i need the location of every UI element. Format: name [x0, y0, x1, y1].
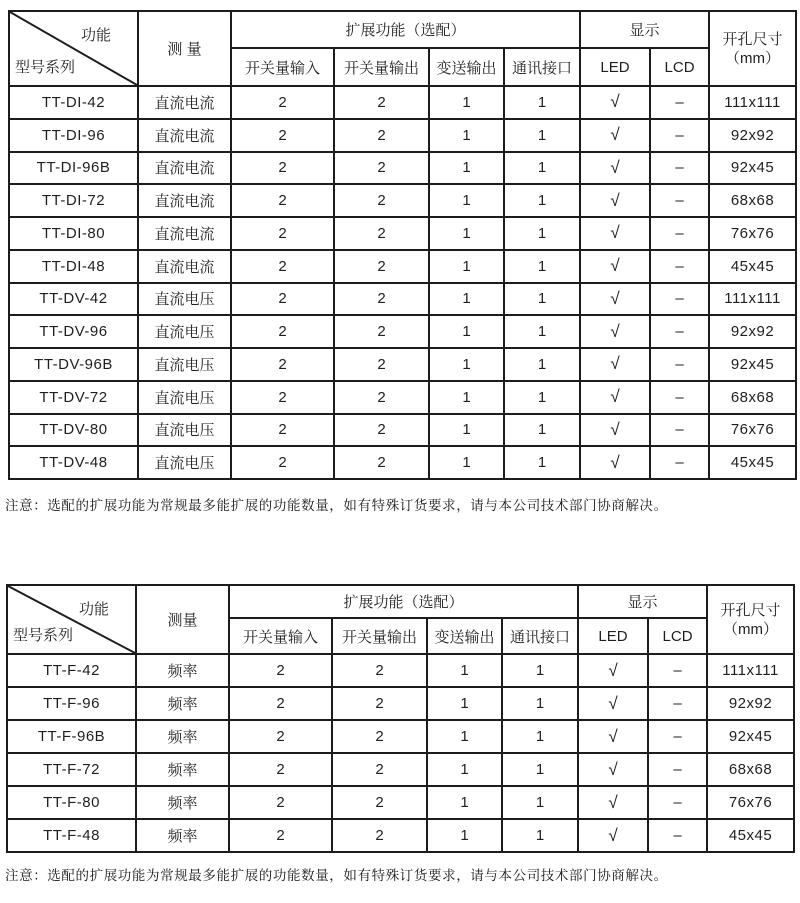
- cell-lcd: –: [650, 414, 709, 447]
- cell-size: 68x68: [709, 381, 796, 414]
- cell-measure: 频率: [136, 786, 229, 819]
- cell-comm: 1: [502, 819, 578, 852]
- cell-size: 92x92: [709, 119, 796, 152]
- cell-switch-in: 2: [231, 283, 334, 316]
- cell-lcd: –: [650, 86, 709, 119]
- cell-switch-out: 2: [334, 348, 429, 381]
- cell-lcd: –: [650, 250, 709, 283]
- cell-model: TT-DV-96: [9, 315, 138, 348]
- cell-size: 111x111: [709, 86, 796, 119]
- header-led: LED: [580, 48, 650, 86]
- header-cutout-size-line2: （mm）: [725, 49, 781, 67]
- table-row: [7, 654, 794, 687]
- cell-size: 68x68: [707, 753, 794, 786]
- header-switch-output: 开关量输出: [334, 48, 429, 86]
- cell-led: √: [580, 217, 650, 250]
- cell-comm: 1: [504, 152, 580, 185]
- cell-transmit-out: 1: [429, 250, 504, 283]
- cell-switch-in: 2: [231, 315, 334, 348]
- cell-lcd: –: [648, 786, 707, 819]
- cell-measure: 频率: [136, 687, 229, 720]
- cell-led: √: [580, 283, 650, 316]
- cell-size: 92x45: [709, 348, 796, 381]
- cell-led: √: [580, 184, 650, 217]
- cell-model: TT-F-96B: [7, 720, 136, 753]
- cell-model: TT-F-72: [7, 753, 136, 786]
- cell-switch-out: 2: [334, 184, 429, 217]
- corner-header-cell: [9, 11, 138, 86]
- cell-led: √: [580, 348, 650, 381]
- header-measure: 测量: [136, 585, 229, 654]
- cell-measure: 直流电流: [138, 119, 231, 152]
- table-row: [7, 720, 794, 753]
- cell-switch-out: 2: [334, 152, 429, 185]
- header-cutout-size-line1: 开孔尺寸: [722, 30, 783, 48]
- cell-switch-in: 2: [231, 381, 334, 414]
- cell-transmit-out: 1: [429, 315, 504, 348]
- cell-comm: 1: [504, 446, 580, 479]
- cell-led: √: [580, 86, 650, 119]
- cell-model: TT-DV-72: [9, 381, 138, 414]
- cell-comm: 1: [504, 119, 580, 152]
- cell-switch-out: 2: [334, 250, 429, 283]
- cell-switch-out: 2: [334, 119, 429, 152]
- cell-led: √: [580, 315, 650, 348]
- cell-measure: 直流电流: [138, 86, 231, 119]
- cell-switch-in: 2: [229, 786, 332, 819]
- table-row: [9, 250, 796, 283]
- cell-switch-in: 2: [231, 250, 334, 283]
- header-display-group: 显示: [580, 11, 709, 48]
- cell-lcd: –: [650, 119, 709, 152]
- cell-switch-out: 2: [332, 786, 427, 819]
- cell-model: TT-F-48: [7, 819, 136, 852]
- cell-size: 76x76: [707, 786, 794, 819]
- cell-led: √: [578, 753, 648, 786]
- cell-comm: 1: [504, 348, 580, 381]
- cell-switch-in: 2: [231, 217, 334, 250]
- cell-transmit-out: 1: [429, 86, 504, 119]
- cell-model: TT-DI-42: [9, 86, 138, 119]
- table-row: [7, 819, 794, 852]
- header-display-group: 显示: [578, 585, 707, 618]
- cell-transmit-out: 1: [427, 654, 502, 687]
- header-comm-interface: 通讯接口: [504, 48, 580, 86]
- cell-switch-out: 2: [334, 283, 429, 316]
- cell-model: TT-F-80: [7, 786, 136, 819]
- cell-transmit-out: 1: [429, 414, 504, 447]
- header-switch-input: 开关量输入: [231, 48, 334, 86]
- cell-model: TT-F-42: [7, 654, 136, 687]
- table-row: [7, 753, 794, 786]
- header-measure: 测 量: [138, 11, 231, 86]
- cell-switch-in: 2: [231, 348, 334, 381]
- cell-led: √: [580, 414, 650, 447]
- cell-lcd: –: [648, 687, 707, 720]
- cell-lcd: –: [650, 348, 709, 381]
- cell-size: 45x45: [707, 819, 794, 852]
- cell-comm: 1: [502, 720, 578, 753]
- cell-model: TT-DI-80: [9, 217, 138, 250]
- cell-measure: 直流电压: [138, 315, 231, 348]
- cell-switch-out: 2: [332, 687, 427, 720]
- cell-led: √: [578, 819, 648, 852]
- cell-transmit-out: 1: [427, 687, 502, 720]
- corner-header-cell: [7, 585, 136, 654]
- cell-measure: 直流电压: [138, 283, 231, 316]
- cell-led: √: [580, 381, 650, 414]
- cell-model: TT-DV-42: [9, 283, 138, 316]
- cell-measure: 直流电压: [138, 381, 231, 414]
- note-text: 注意：选配的扩展功能为常规最多能扩展的功能数量，如有特殊订货要求，请与本公司技术部门协商解决。: [5, 868, 668, 884]
- cell-switch-in: 2: [231, 119, 334, 152]
- cell-led: √: [578, 720, 648, 753]
- cell-comm: 1: [504, 184, 580, 217]
- cell-comm: 1: [504, 283, 580, 316]
- cell-lcd: –: [648, 819, 707, 852]
- table-row: [9, 414, 796, 447]
- cell-switch-in: 2: [231, 414, 334, 447]
- cell-comm: 1: [504, 250, 580, 283]
- cell-led: √: [580, 152, 650, 185]
- table-row: [9, 217, 796, 250]
- cell-measure: 频率: [136, 753, 229, 786]
- table-row: [9, 184, 796, 217]
- cell-comm: 1: [504, 217, 580, 250]
- cell-led: √: [580, 446, 650, 479]
- cell-switch-out: 2: [334, 381, 429, 414]
- table-row: [9, 152, 796, 185]
- header-cutout-size-line2: （mm）: [723, 620, 779, 638]
- header-led: LED: [578, 618, 648, 654]
- cell-switch-out: 2: [332, 753, 427, 786]
- cell-measure: 频率: [136, 819, 229, 852]
- cell-led: √: [578, 786, 648, 819]
- header-cutout-size-line1: 开孔尺寸: [720, 601, 781, 619]
- cell-transmit-out: 1: [427, 786, 502, 819]
- cell-led: √: [580, 119, 650, 152]
- cell-size: 76x76: [709, 217, 796, 250]
- cell-comm: 1: [502, 687, 578, 720]
- cell-measure: 频率: [136, 720, 229, 753]
- model-spec-table-dc: [8, 10, 797, 480]
- header-expand-group: 扩展功能（选配）: [229, 585, 578, 618]
- cell-model: TT-DI-72: [9, 184, 138, 217]
- cell-size: 45x45: [709, 250, 796, 283]
- cell-transmit-out: 1: [429, 348, 504, 381]
- table-row: [7, 687, 794, 720]
- cell-lcd: –: [650, 381, 709, 414]
- cell-size: 92x92: [709, 315, 796, 348]
- cell-size: 111x111: [709, 283, 796, 316]
- table-row: [9, 86, 796, 119]
- cell-led: √: [580, 250, 650, 283]
- cell-switch-out: 2: [334, 446, 429, 479]
- cell-switch-out: 2: [332, 819, 427, 852]
- table-row: [9, 119, 796, 152]
- cell-lcd: –: [650, 217, 709, 250]
- cell-measure: 直流电压: [138, 446, 231, 479]
- cell-switch-in: 2: [229, 720, 332, 753]
- cell-model: TT-DV-48: [9, 446, 138, 479]
- cell-switch-in: 2: [231, 152, 334, 185]
- cell-transmit-out: 1: [427, 819, 502, 852]
- cell-switch-in: 2: [229, 654, 332, 687]
- cell-size: 92x45: [709, 152, 796, 185]
- cell-model: TT-F-96: [7, 687, 136, 720]
- table-row: [9, 348, 796, 381]
- cell-switch-out: 2: [334, 217, 429, 250]
- cell-switch-in: 2: [229, 753, 332, 786]
- cell-switch-in: 2: [229, 819, 332, 852]
- table-row: [7, 786, 794, 819]
- cell-transmit-out: 1: [427, 720, 502, 753]
- cell-transmit-out: 1: [429, 119, 504, 152]
- cell-measure: 直流电流: [138, 250, 231, 283]
- corner-label-model-series: 型号系列: [15, 59, 76, 76]
- cell-comm: 1: [502, 753, 578, 786]
- header-cutout-size: [707, 585, 794, 654]
- cell-switch-out: 2: [334, 86, 429, 119]
- cell-lcd: –: [648, 654, 707, 687]
- header-transmit-output: 变送输出: [427, 618, 502, 654]
- table-row: [9, 381, 796, 414]
- header-comm-interface: 通讯接口: [502, 618, 578, 654]
- cell-switch-in: 2: [229, 687, 332, 720]
- cell-comm: 1: [504, 414, 580, 447]
- cell-lcd: –: [650, 184, 709, 217]
- cell-lcd: –: [650, 315, 709, 348]
- corner-label-model-series: 型号系列: [13, 627, 74, 644]
- cell-led: √: [578, 687, 648, 720]
- cell-comm: 1: [504, 86, 580, 119]
- note-text: 注意：选配的扩展功能为常规最多能扩展的功能数量，如有特殊订货要求，请与本公司技术部门协商解决。: [5, 498, 668, 514]
- cell-lcd: –: [648, 720, 707, 753]
- cell-comm: 1: [502, 654, 578, 687]
- cell-model: TT-DI-48: [9, 250, 138, 283]
- cell-comm: 1: [502, 786, 578, 819]
- cell-transmit-out: 1: [429, 217, 504, 250]
- cell-switch-out: 2: [334, 315, 429, 348]
- cell-transmit-out: 1: [429, 381, 504, 414]
- cell-size: 76x76: [709, 414, 796, 447]
- cell-measure: 直流电流: [138, 184, 231, 217]
- cell-switch-in: 2: [231, 446, 334, 479]
- header-transmit-output: 变送输出: [429, 48, 504, 86]
- cell-switch-out: 2: [332, 654, 427, 687]
- cell-measure: 频率: [136, 654, 229, 687]
- header-switch-output: 开关量输出: [332, 618, 427, 654]
- cell-transmit-out: 1: [429, 184, 504, 217]
- cell-lcd: –: [650, 283, 709, 316]
- corner-label-function: 功能: [78, 601, 109, 618]
- table-row: [9, 315, 796, 348]
- cell-measure: 直流电流: [138, 152, 231, 185]
- header-cutout-size: [709, 11, 796, 86]
- cell-transmit-out: 1: [429, 283, 504, 316]
- cell-model: TT-DV-96B: [9, 348, 138, 381]
- cell-model: TT-DI-96: [9, 119, 138, 152]
- cell-led: √: [578, 654, 648, 687]
- header-expand-group: 扩展功能（选配）: [231, 11, 580, 48]
- cell-transmit-out: 1: [427, 753, 502, 786]
- cell-size: 111x111: [707, 654, 794, 687]
- cell-model: TT-DV-80: [9, 414, 138, 447]
- cell-size: 92x45: [707, 720, 794, 753]
- header-switch-input: 开关量输入: [229, 618, 332, 654]
- cell-lcd: –: [650, 446, 709, 479]
- model-spec-table-frequency: [6, 584, 795, 853]
- cell-measure: 直流电压: [138, 348, 231, 381]
- header-lcd: LCD: [650, 48, 709, 86]
- cell-size: 45x45: [709, 446, 796, 479]
- cell-model: TT-DI-96B: [9, 152, 138, 185]
- cell-size: 92x92: [707, 687, 794, 720]
- cell-size: 68x68: [709, 184, 796, 217]
- cell-switch-in: 2: [231, 86, 334, 119]
- cell-switch-out: 2: [332, 720, 427, 753]
- cell-measure: 直流电压: [138, 414, 231, 447]
- cell-measure: 直流电流: [138, 217, 231, 250]
- cell-comm: 1: [504, 315, 580, 348]
- table-row: [9, 446, 796, 479]
- cell-switch-out: 2: [334, 414, 429, 447]
- header-lcd: LCD: [648, 618, 707, 654]
- cell-lcd: –: [648, 753, 707, 786]
- table-row: [9, 283, 796, 316]
- cell-switch-in: 2: [231, 184, 334, 217]
- cell-transmit-out: 1: [429, 152, 504, 185]
- cell-lcd: –: [650, 152, 709, 185]
- corner-label-function: 功能: [80, 27, 111, 44]
- cell-transmit-out: 1: [429, 446, 504, 479]
- cell-comm: 1: [504, 381, 580, 414]
